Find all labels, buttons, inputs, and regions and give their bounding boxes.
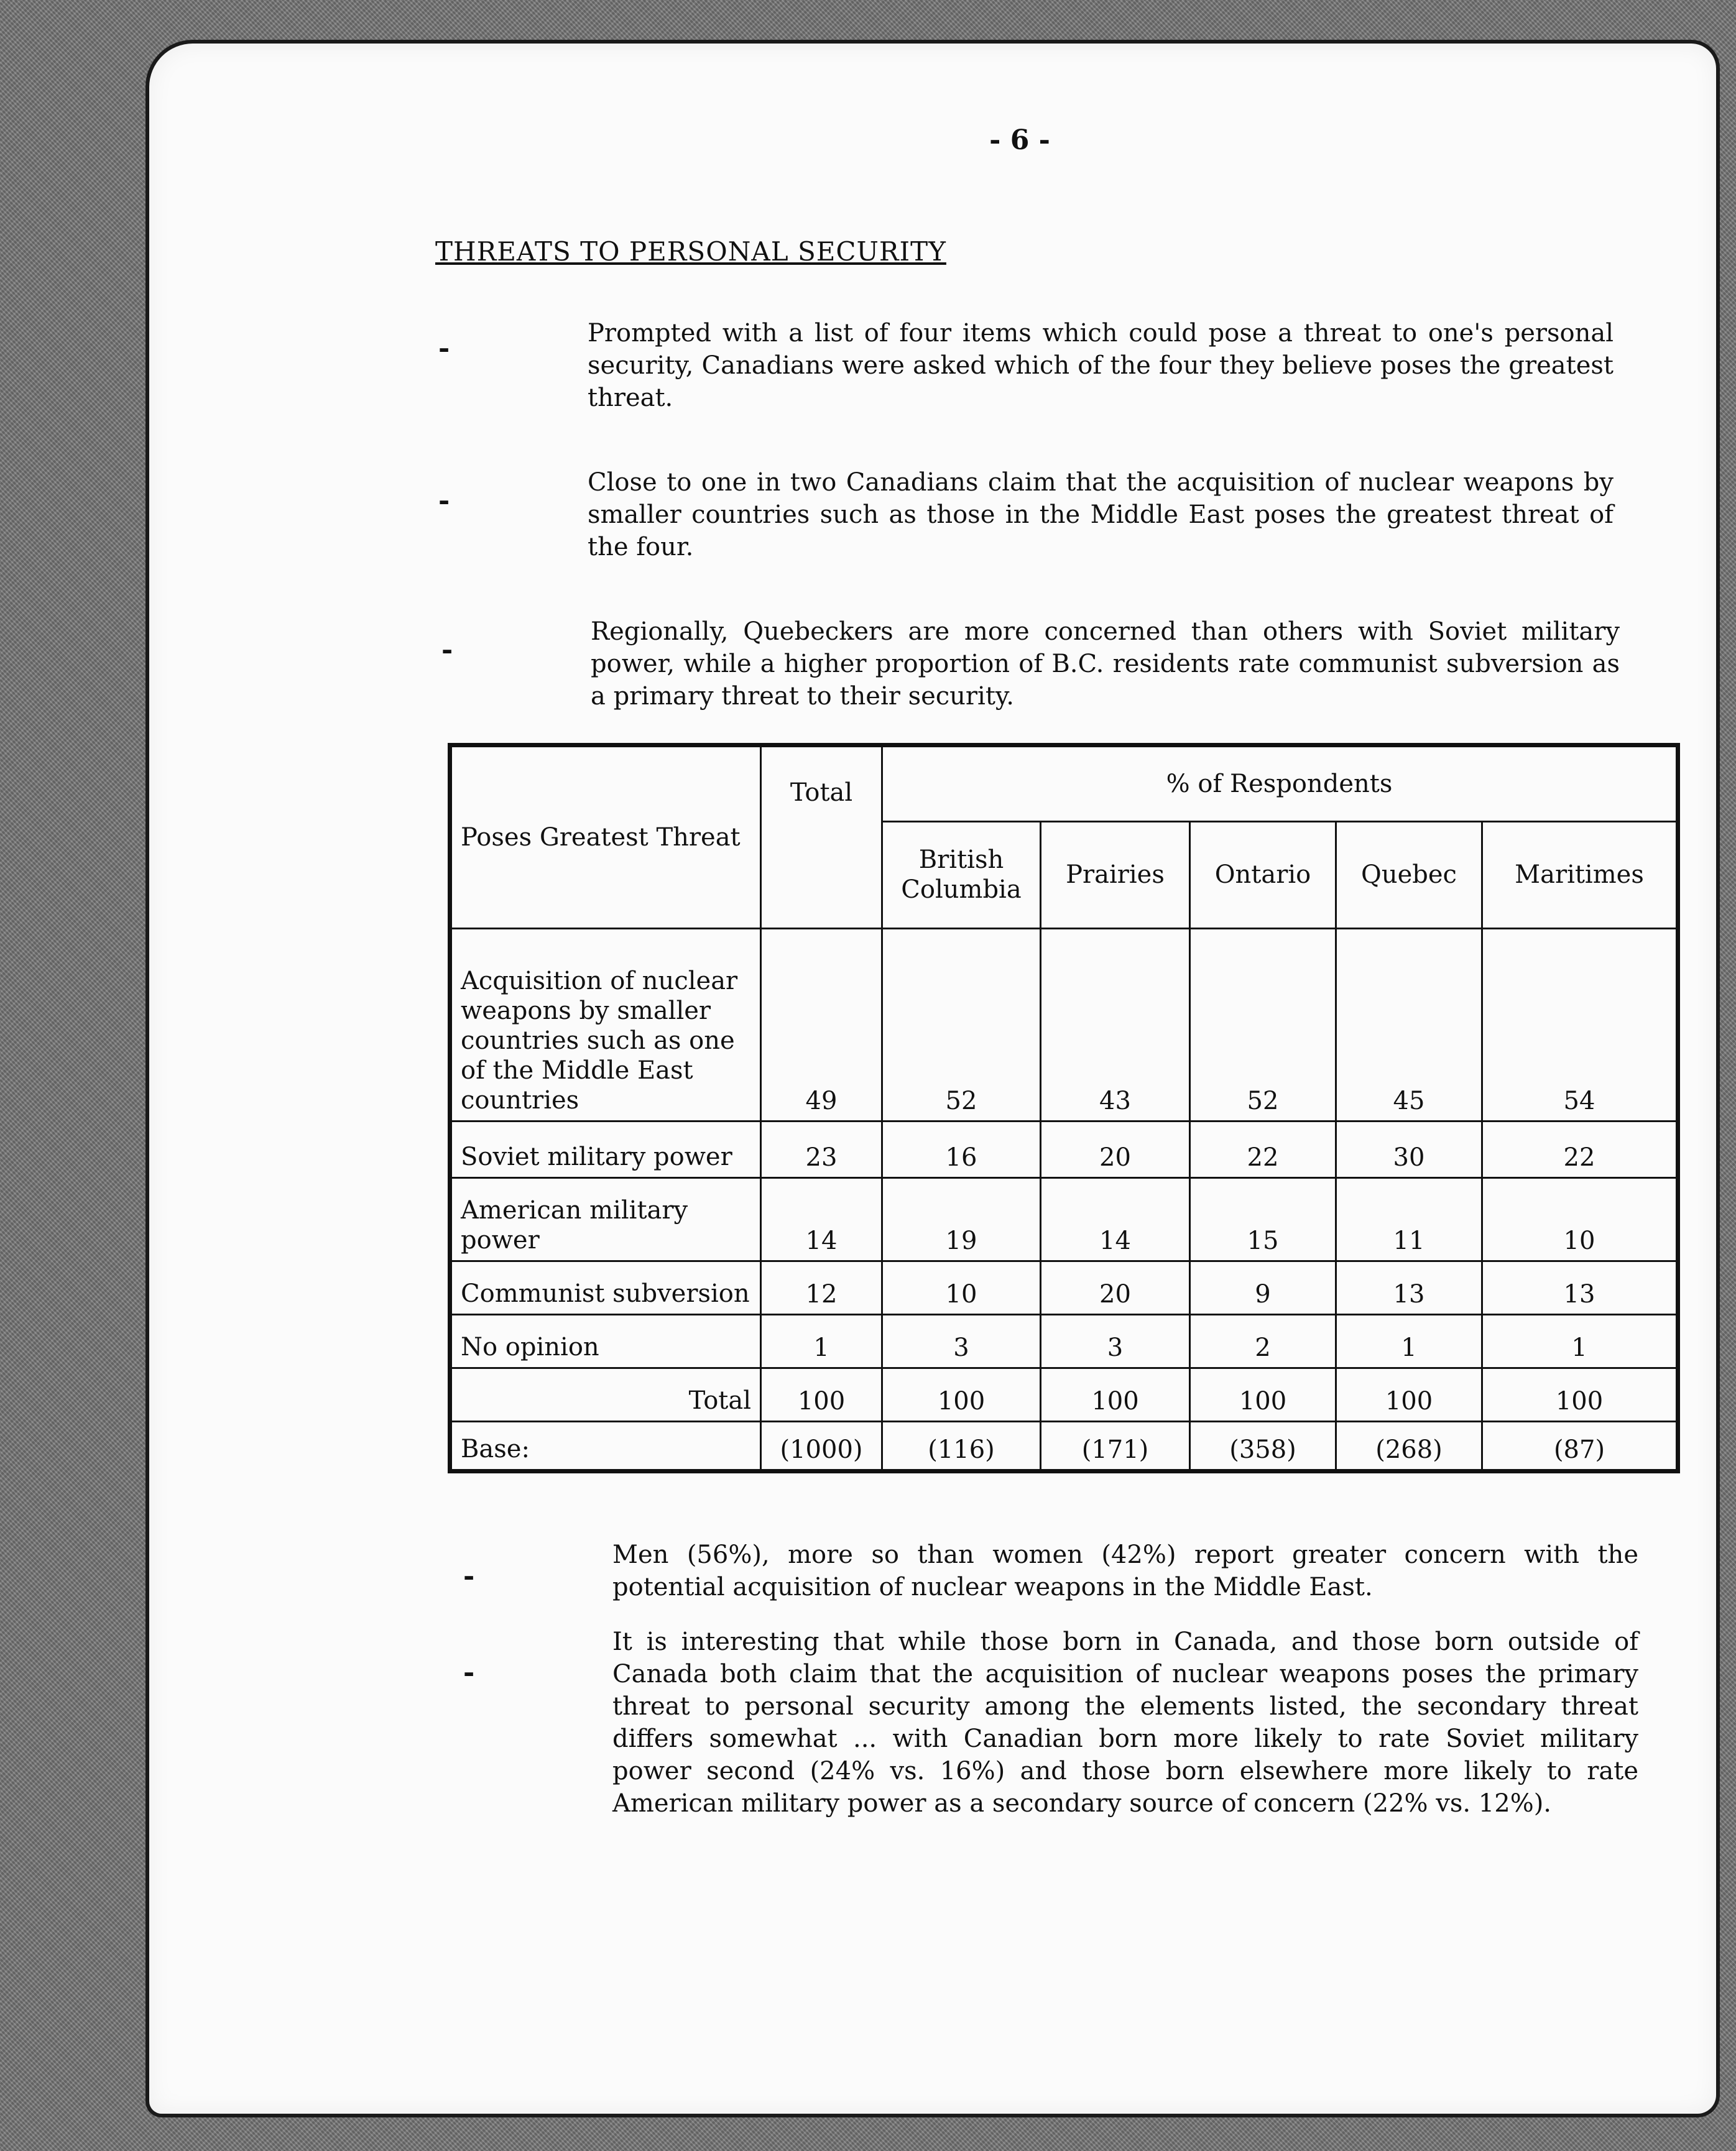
value-cell: 52	[882, 928, 1041, 1122]
row-label: No opinion	[450, 1315, 761, 1368]
total-cell: (1000)	[761, 1421, 882, 1471]
bullet-marker: -	[441, 634, 453, 666]
value-cell: 20	[1041, 1261, 1190, 1315]
total-cell: 100	[761, 1368, 882, 1421]
value-cell: 1	[1482, 1315, 1678, 1368]
value-cell: 100	[1336, 1368, 1482, 1421]
value-cell: 15	[1190, 1178, 1336, 1261]
value-cell: (116)	[882, 1421, 1041, 1471]
value-cell: 20	[1041, 1122, 1190, 1178]
value-cell: (268)	[1336, 1421, 1482, 1471]
region-header: Quebec	[1336, 822, 1482, 928]
table-row	[450, 1178, 1678, 1261]
total-row	[450, 1368, 1678, 1421]
value-cell: 22	[1482, 1122, 1678, 1178]
value-cell: 3	[882, 1315, 1041, 1368]
base-row	[450, 1421, 1678, 1471]
value-cell: 1	[1336, 1315, 1482, 1368]
total-cell: 12	[761, 1261, 882, 1315]
respondents-group-header: % of Respondents	[882, 745, 1678, 822]
value-cell: 9	[1190, 1261, 1336, 1315]
value-cell: (87)	[1482, 1421, 1678, 1471]
section-heading: THREATS TO PERSONAL SECURITY	[435, 236, 946, 267]
value-cell: 45	[1336, 928, 1482, 1122]
value-cell: 54	[1482, 928, 1678, 1122]
base-row-label: Base:	[450, 1421, 761, 1471]
total-cell: 49	[761, 928, 882, 1122]
value-cell: 2	[1190, 1315, 1336, 1368]
value-cell: 100	[1482, 1368, 1678, 1421]
value-cell: 10	[882, 1261, 1041, 1315]
intro-paragraph-1: Prompted with a list of four items which could pose a threat to one's personal security, Canadians were asked which of the four they believe poses the greatest threat.	[588, 319, 1614, 412]
value-cell: 22	[1190, 1122, 1336, 1178]
value-cell: (358)	[1190, 1421, 1336, 1471]
value-cell: 43	[1041, 928, 1190, 1122]
value-cell: 13	[1336, 1261, 1482, 1315]
bullet-marker: -	[438, 485, 450, 517]
threat-survey-table	[448, 743, 1680, 1473]
row-label: Acquisition of nuclear weapons by smaller countries such as one of the Middle East countries	[450, 928, 761, 1122]
value-cell: (171)	[1041, 1421, 1190, 1471]
closing-paragraph-2: It is interesting that while those born in Canada, and those born outside of Canada both claim that the acquisition of nuclear weapons poses the primary threat to personal security among the elements listed, the secondary threat differs somewhat ... with Canadian born more likely to rate Soviet military power second (24% vs. 16%) and those born elsewhere more likely to rate American military power as a secondary source of concern (22% vs. 12%).	[612, 1628, 1638, 1818]
total-cell: 23	[761, 1122, 882, 1178]
region-header: Prairies	[1041, 822, 1190, 928]
table-row	[450, 1261, 1678, 1315]
table-row	[450, 1122, 1678, 1178]
row-label: American military power	[450, 1178, 761, 1261]
region-header: Maritimes	[1482, 822, 1678, 928]
bullet-marker: -	[463, 1560, 475, 1592]
bullet-marker: -	[438, 333, 450, 364]
row-label: Soviet military power	[450, 1122, 761, 1178]
value-cell: 100	[1190, 1368, 1336, 1421]
page-number: - 6 -	[989, 124, 1050, 156]
value-cell: 52	[1190, 928, 1336, 1122]
value-cell: 3	[1041, 1315, 1190, 1368]
region-header: Ontario	[1190, 822, 1336, 928]
value-cell: 100	[1041, 1368, 1190, 1421]
value-cell: 14	[1041, 1178, 1190, 1261]
label-column-header: Poses Greatest Threat	[450, 745, 761, 929]
total-column-header: Total	[761, 745, 882, 929]
value-cell: 13	[1482, 1261, 1678, 1315]
table-row	[450, 1315, 1678, 1368]
total-row-label: Total	[450, 1368, 761, 1421]
table-row	[450, 928, 1678, 1122]
bullet-marker: -	[463, 1657, 475, 1688]
value-cell: 19	[882, 1178, 1041, 1261]
region-header: British Columbia	[882, 822, 1041, 928]
value-cell: 11	[1336, 1178, 1482, 1261]
value-cell: 16	[882, 1122, 1041, 1178]
value-cell: 10	[1482, 1178, 1678, 1261]
intro-paragraph-3: Regionally, Quebeckers are more concerned than others with Soviet military power, while a higher proportion of B.C. residents rate communist subversion as a primary threat to their security.	[591, 617, 1620, 711]
intro-paragraph-2: Close to one in two Canadians claim that the acquisition of nuclear weapons by smaller countries such as those in the Middle East poses the greatest threat of the four.	[588, 468, 1614, 561]
value-cell: 30	[1336, 1122, 1482, 1178]
closing-paragraph-1: Men (56%), more so than women (42%) report greater concern with the potential acquisition of nuclear weapons in the Middle East.	[612, 1541, 1638, 1601]
total-cell: 14	[761, 1178, 882, 1261]
row-label: Communist subversion	[450, 1261, 761, 1315]
value-cell: 100	[882, 1368, 1041, 1421]
total-cell: 1	[761, 1315, 882, 1368]
